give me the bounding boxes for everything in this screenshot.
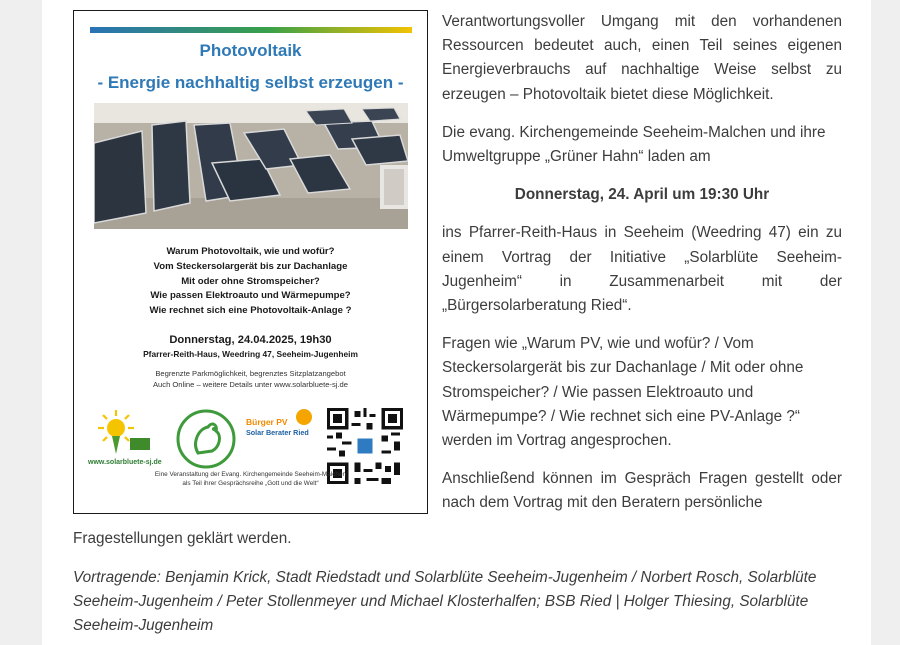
- flyer-footer: [74, 470, 427, 488]
- flyer-question: Wie rechnet sich eine Photovoltaik-Anlage ?: [149, 305, 352, 317]
- flyer-notes: [74, 368, 427, 390]
- flyer-footer-line: Eine Veranstaltung der Evang. Kirchengemeinde Seeheim-Malchen: [154, 471, 347, 478]
- solarbluete-url: www.solarbluete-sj.de: [88, 459, 162, 466]
- flyer-date: Donnerstag, 24.04.2025, 19h30: [169, 334, 332, 346]
- flyer-question: Mit oder ohne Stromspeicher?: [181, 275, 320, 287]
- intro-paragraph: Verantwortungsvoller Umgang mit den vorhandenen Ressourcen bedeutet auch, einen Teil seines eigenen Energieverbrauchs auf nachhaltige Weise selbst zu erzeugen – Photovoltaik bietet diese Möglichkeit.: [442, 13, 842, 103]
- flyer-subtitle: - Energie nachhaltig selbst erzeugen -: [97, 73, 404, 92]
- sun-icon: [292, 407, 316, 427]
- flyer-question: Wie passen Elektroauto und Wärmepumpe?: [150, 290, 351, 302]
- article-text: [442, 10, 842, 516]
- flyer-note-online: Auch Online – weitere Details unter www.solarbluete-sj.de: [152, 380, 348, 389]
- gruener-hahn-logo-icon: [174, 407, 238, 471]
- discussion-paragraph: Anschließend können im Gespräch Fragen gestellt oder nach dem Vortrag mit den Beratern persönliche: [442, 470, 842, 512]
- flyer-venue: Pfarrer-Reith-Haus, Weedring 47, Seeheim-Jugenheim: [143, 349, 358, 359]
- buerger-pv-title: Bürger PV: [246, 417, 288, 427]
- event-date: Donnerstag, 24. April um 19:30 Uhr: [514, 186, 770, 204]
- discussion-paragraph-continued: Fragestellungen geklärt werden.: [73, 530, 292, 547]
- venue-paragraph: ins Pfarrer-Reith-Haus in Seeheim (Weedring 47) ein zu einem Vortrag der Initiative „Solarblüte Seeheim-Jugenheim“ in Zusammenarbeit mit der „Bürgersolarberatung Ried“.: [442, 224, 842, 315]
- solar-panels-photo: [94, 103, 408, 229]
- buerger-pv-logo: [244, 407, 324, 467]
- flyer-footer-line: als Teil ihrer Gesprächsreihe „Gott und die Welt“: [182, 480, 319, 487]
- event-flyer-image: [73, 10, 428, 514]
- solar-panels-illustration: [94, 103, 408, 229]
- flyer-questions: [74, 245, 427, 319]
- invitation-paragraph: Die evang. Kirchengemeinde Seeheim-Malchen und ihre Umweltgruppe „Grüner Hahn“ laden am: [442, 123, 826, 166]
- buerger-pv-subtitle: Solar Berater Ried: [246, 428, 309, 437]
- flyer-title: Photovoltaik: [199, 41, 302, 60]
- speakers-paragraph: Vortragende: Benjamin Krick, Stadt Riedstadt und Solarblüte Seeheim-Jugenheim / Norbert Rosch, Solarblüte Seeheim-Jugenheim / Peter Stollenmeyer und Michael Klosterhalfen; BSB Ried | Holger Thiesing, Solarblüte Seeheim-Jugenheim: [73, 569, 817, 635]
- flyer-color-bar: [90, 27, 412, 33]
- flyer-question: Vom Steckersolargerät bis zur Dachanlage: [153, 260, 348, 272]
- flyer-question: Warum Photovoltaik, wie und wofür?: [166, 246, 335, 257]
- solarbluete-logo-icon: [92, 408, 152, 458]
- flyer-note-parking: Begrenzte Parkmöglichkeit, begrenztes Sitzplatzangebot: [155, 369, 346, 378]
- questions-paragraph: Fragen wie „Warum PV, wie und wofür? / Vom Steckersolargerät bis zur Dachanlage / Mit oder ohne Stromspeicher? / Wie passen Elektroauto und Wärmepumpe? / Wie rechnet sich eine PV-Anlage ?“ werden im Vortrag angesprochen.: [442, 335, 804, 450]
